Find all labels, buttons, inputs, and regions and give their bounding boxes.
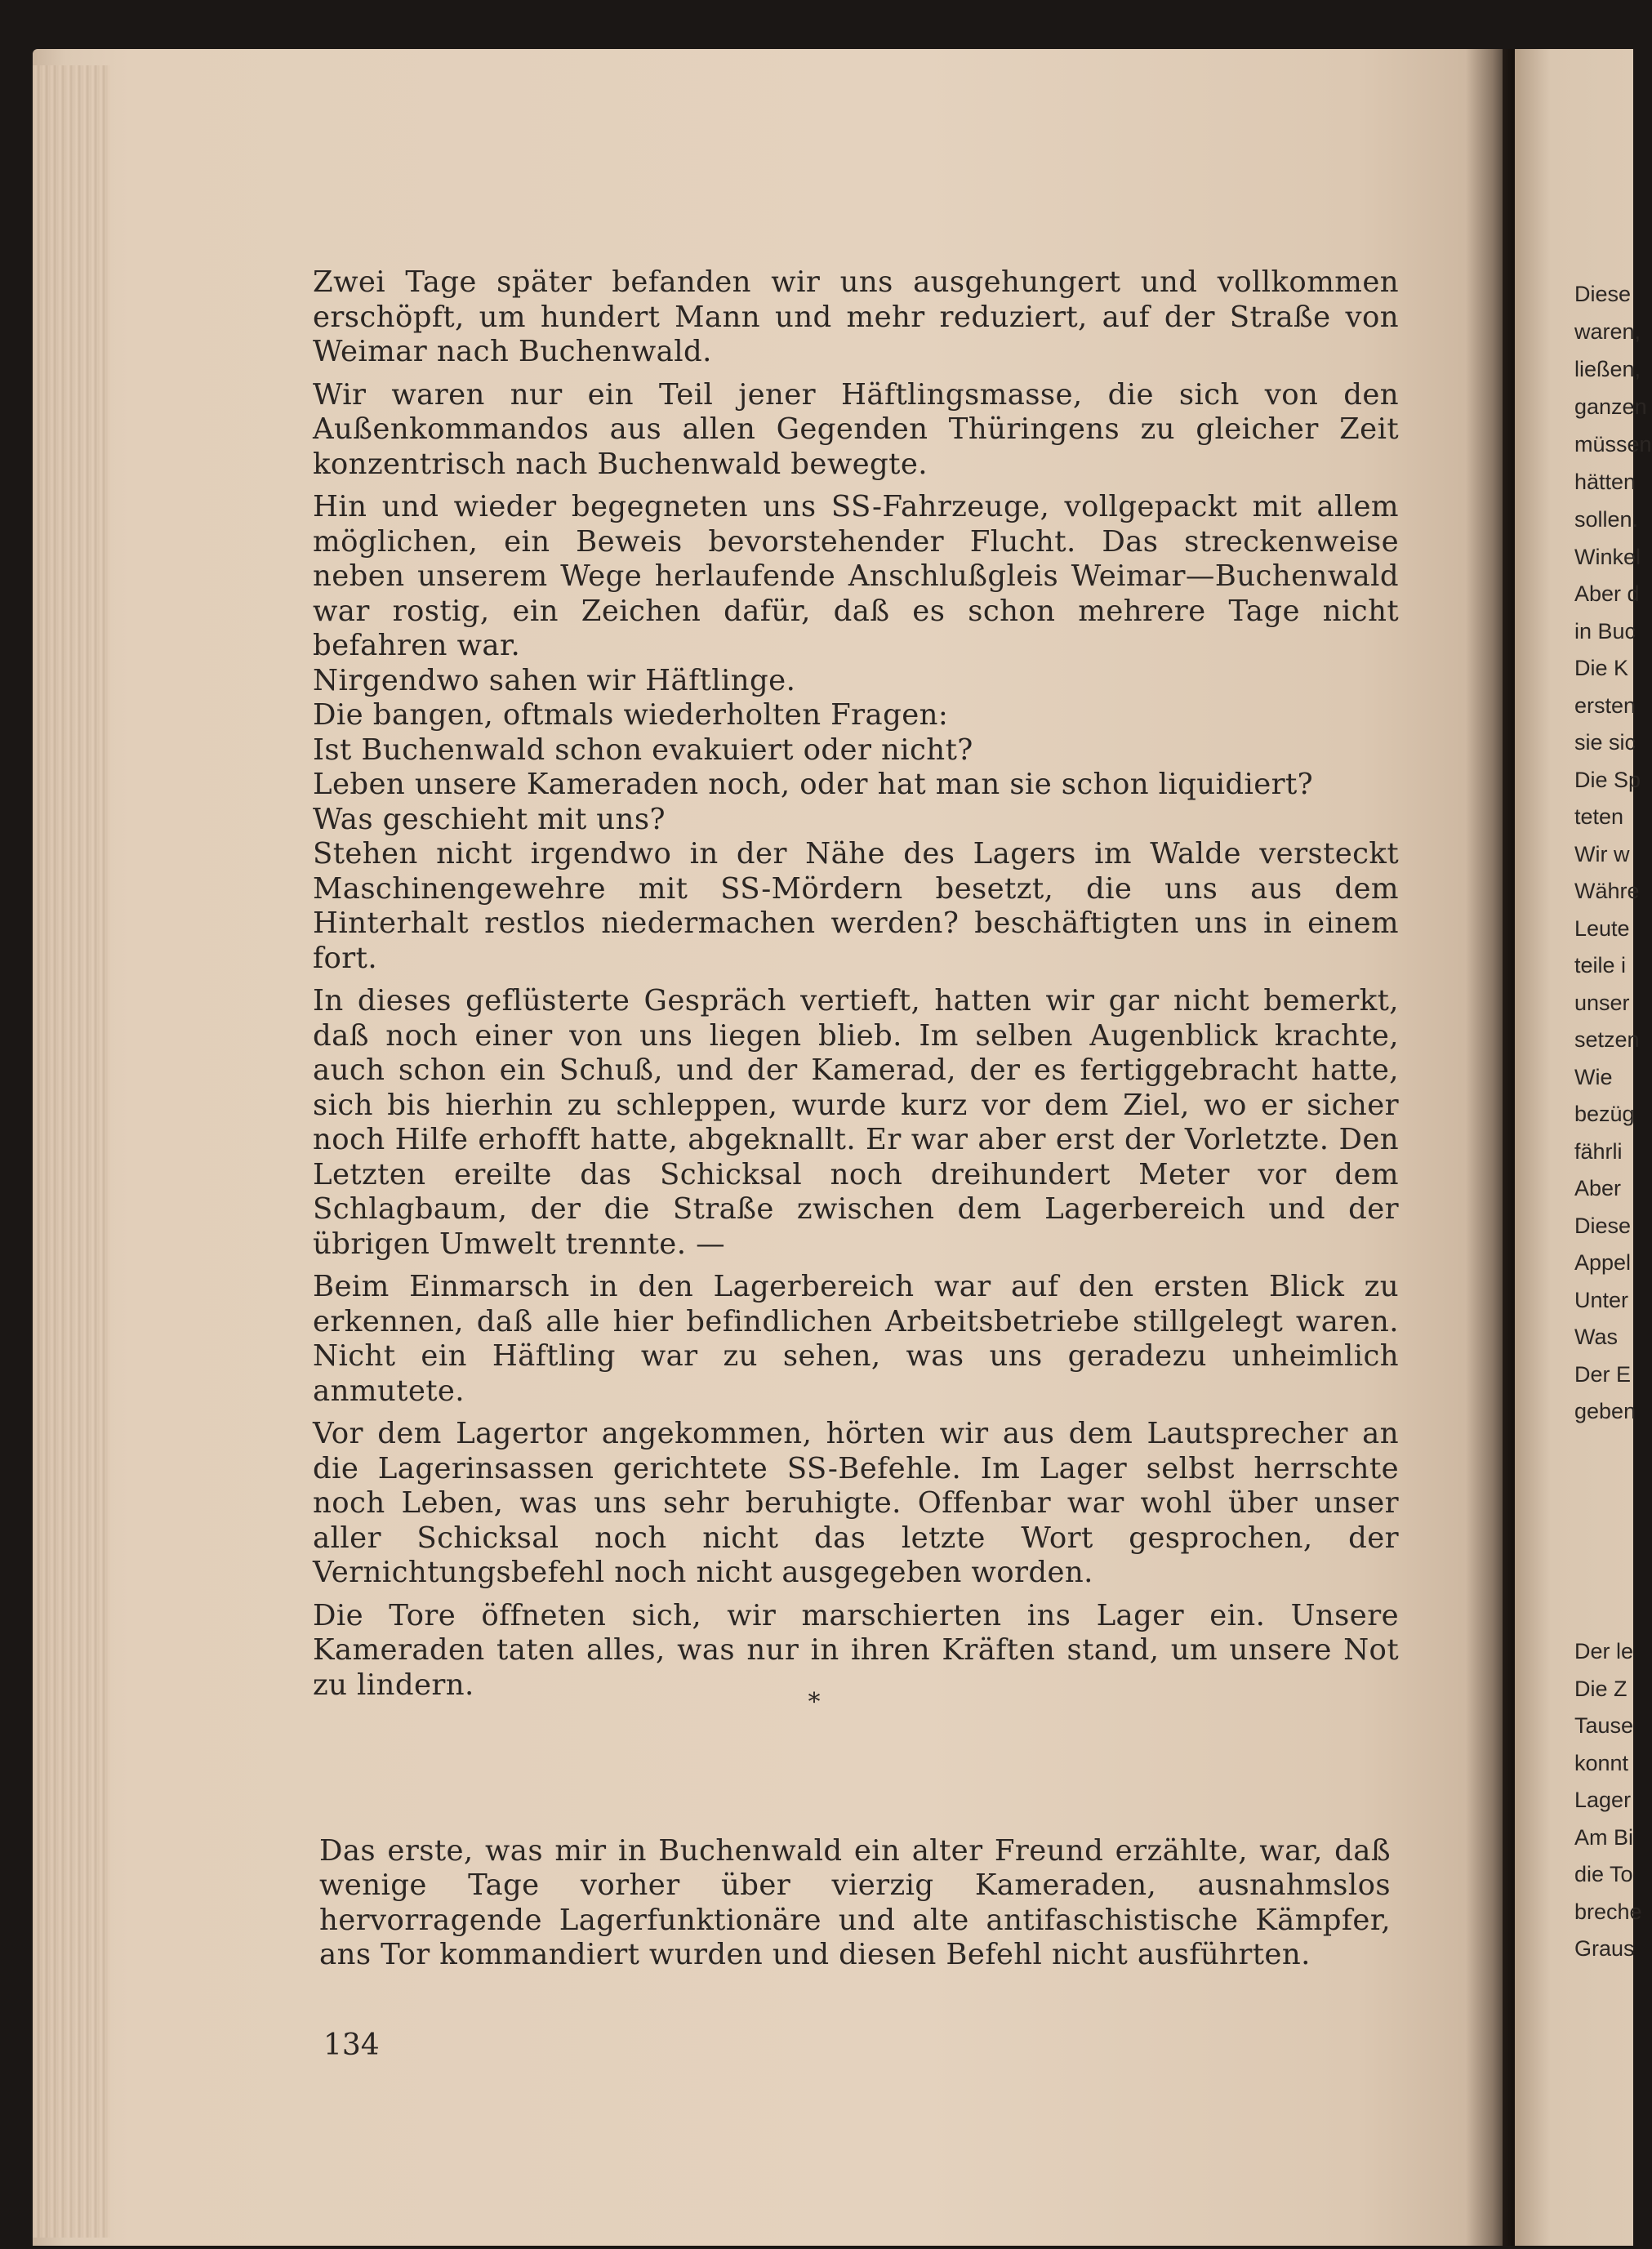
paragraph: Zwei Tage später befanden wir uns ausgehungert und vollkommen erschöpft, um hundert Mann und mehr reduziert, auf der Straße von Weimar nach Buchenwald. bbox=[313, 265, 1399, 368]
right-page-line: Was bbox=[1574, 1325, 1618, 1349]
right-page-line: Aber d bbox=[1574, 581, 1640, 606]
paragraph: Nirgendwo sahen wir Häftlinge. bbox=[313, 663, 796, 697]
book-gutter bbox=[1466, 49, 1515, 2246]
paragraph: Stehen nicht irgendwo in der Nähe des Lagers im Walde versteckt Maschinengewehre mit SS-Mördern besetzt, die uns aus dem Hinterhalt restlos niedermachen werden? beschäftigten uns in einem fort. bbox=[313, 837, 1399, 975]
right-page-line: unser bbox=[1574, 990, 1630, 1015]
right-page-line: ließen, bbox=[1574, 357, 1641, 381]
right-page-line: Wie bbox=[1574, 1064, 1613, 1089]
right-page-line: Tause bbox=[1574, 1713, 1634, 1738]
right-page-line: sollen. bbox=[1574, 507, 1639, 532]
right-page-line: sie sic bbox=[1574, 730, 1636, 755]
right-page-line: Die K bbox=[1574, 656, 1629, 680]
paragraph: Die Tore öffneten sich, wir marschierten ins Lager ein. Unsere Kameraden taten alles, was nur in ihren Kräften stand, um unsere Not zu lindern. bbox=[313, 1598, 1399, 1702]
right-page-line: in Buc bbox=[1574, 618, 1636, 644]
right-page-line: Winkel bbox=[1574, 544, 1641, 569]
paragraph: In dieses geflüsterte Gespräch vertieft, hatten wir gar nicht bemerkt, daß noch einer von uns liegen blieb. Im selben Augenblick krachte, auch schon ein Schuß, und der Kamerad, der es fertiggebracht hatte, sich bis hierhin zu schleppen, wurde kurz vor dem Ziel, wo er sicher noch Hilfe erhofft hatte, abgeknallt. Er war aber erst der Vorletzte. Den Letzten ereilte das Schicksal noch dreihundert Meter vor dem Schlagbaum, der die Straße zwischen dem Lagerbereich und der übrigen Umwelt trennte. — bbox=[313, 984, 1399, 1261]
right-page-line: müssen bbox=[1574, 432, 1652, 456]
right-page-line: Die Sp bbox=[1574, 767, 1641, 792]
right-page-line: setzen bbox=[1574, 1027, 1640, 1052]
right-page-line: Der E bbox=[1574, 1361, 1632, 1387]
right-page-line: teten bbox=[1574, 804, 1624, 829]
right-page-line: ersten bbox=[1574, 693, 1636, 718]
right-page-line: Diese bbox=[1574, 1213, 1632, 1238]
right-page-line: hätten bbox=[1574, 470, 1636, 494]
right-page-text-fragments bbox=[1574, 276, 1652, 1460]
right-page-line: waren, bbox=[1574, 319, 1641, 344]
right-page-line: Leute bbox=[1574, 915, 1630, 941]
right-page-line: Graus bbox=[1574, 1936, 1635, 1961]
right-page-line: Aber bbox=[1574, 1176, 1622, 1200]
right-page-line: Unter bbox=[1574, 1287, 1629, 1312]
paragraph: Wir waren nur ein Teil jener Häftlingsmasse, die sich von den Außenkommandos aus allen Gegenden Thüringens zu gleicher Zeit konzentrisch nach Buchenwald bewegte. bbox=[313, 377, 1399, 481]
right-page-line: fährli bbox=[1574, 1138, 1623, 1164]
paragraph: Ist Buchenwald schon evakuiert oder nicht? bbox=[313, 733, 973, 767]
page-edges bbox=[33, 65, 110, 2238]
right-page-line: geben bbox=[1574, 1399, 1636, 1423]
paragraph: Was geschieht mit uns? bbox=[313, 802, 666, 836]
right-page-line: Lager bbox=[1574, 1788, 1632, 1812]
right-page-line: bezüg bbox=[1574, 1102, 1635, 1126]
paragraph: Hin und wieder begegneten uns SS-Fahrzeuge, vollgepackt mit allem möglichen, ein Beweis bevorstehender Flucht. Das streckenweise neben unserem Wege herlaufende Anschlußgleis Weimar—Buchenwald war rostig, ein Zeichen dafür, daß es schon mehrere Tage nicht befahren war. bbox=[313, 490, 1399, 662]
main-text bbox=[313, 265, 1399, 1711]
right-page-line: Am Bi bbox=[1574, 1824, 1634, 1850]
paragraph: Leben unsere Kameraden noch, oder hat man sie schon liquidiert? bbox=[313, 768, 1314, 801]
paragraph: Beim Einmarsch in den Lagerbereich war auf den ersten Blick zu erkennen, daß alle hier befindlichen Arbeitsbetriebe stillgelegt waren. Nicht ein Häftling war zu sehen, was uns geradezu unheimlich anmutete. bbox=[313, 1270, 1399, 1408]
right-page-line: Appel bbox=[1574, 1250, 1632, 1275]
right-page-line: Wir w bbox=[1574, 841, 1630, 866]
right-page-line: breche bbox=[1574, 1899, 1642, 1924]
section-separator: * bbox=[808, 1688, 821, 1717]
right-page-line: ganzen bbox=[1574, 394, 1647, 419]
right-page-line: Der le bbox=[1574, 1639, 1634, 1663]
paragraph-section-2: Das erste, was mir in Buchenwald ein alter Freund erzählte, war, daß wenige Tage vorher über vierzig Kameraden, ausnahmslos hervorragende Lagerfunktionäre und alte antifaschistische Kämpfer, ans Tor kommandiert wurden und diesen Befehl nicht ausführten. bbox=[319, 1833, 1391, 1971]
paragraph: Vor dem Lagertor angekommen, hörten wir aus dem Lautsprecher an die Lagerinsassen gerichtete SS-Befehle. Im Lager selbst herrschte noch Leben, was uns sehr beruhigte. Offenbar war wohl über unser aller Schicksal noch nicht das letzte Wort gesprochen, der Vernichtungsbefehl noch nicht ausgegeben worden. bbox=[313, 1417, 1399, 1589]
right-page-line: teile i bbox=[1574, 953, 1627, 978]
right-page-line: Die Z bbox=[1574, 1676, 1628, 1701]
paragraph: Die bangen, oftmals wiederholten Fragen: bbox=[313, 698, 949, 732]
right-page-text-fragments-lower bbox=[1574, 1633, 1640, 2091]
right-page-line: Währe bbox=[1574, 879, 1640, 903]
right-page-line: die To bbox=[1574, 1862, 1633, 1886]
right-page-line: Diese bbox=[1574, 282, 1632, 306]
right-page-line: konnt bbox=[1574, 1750, 1629, 1775]
page-number: 134 bbox=[323, 2029, 380, 2062]
